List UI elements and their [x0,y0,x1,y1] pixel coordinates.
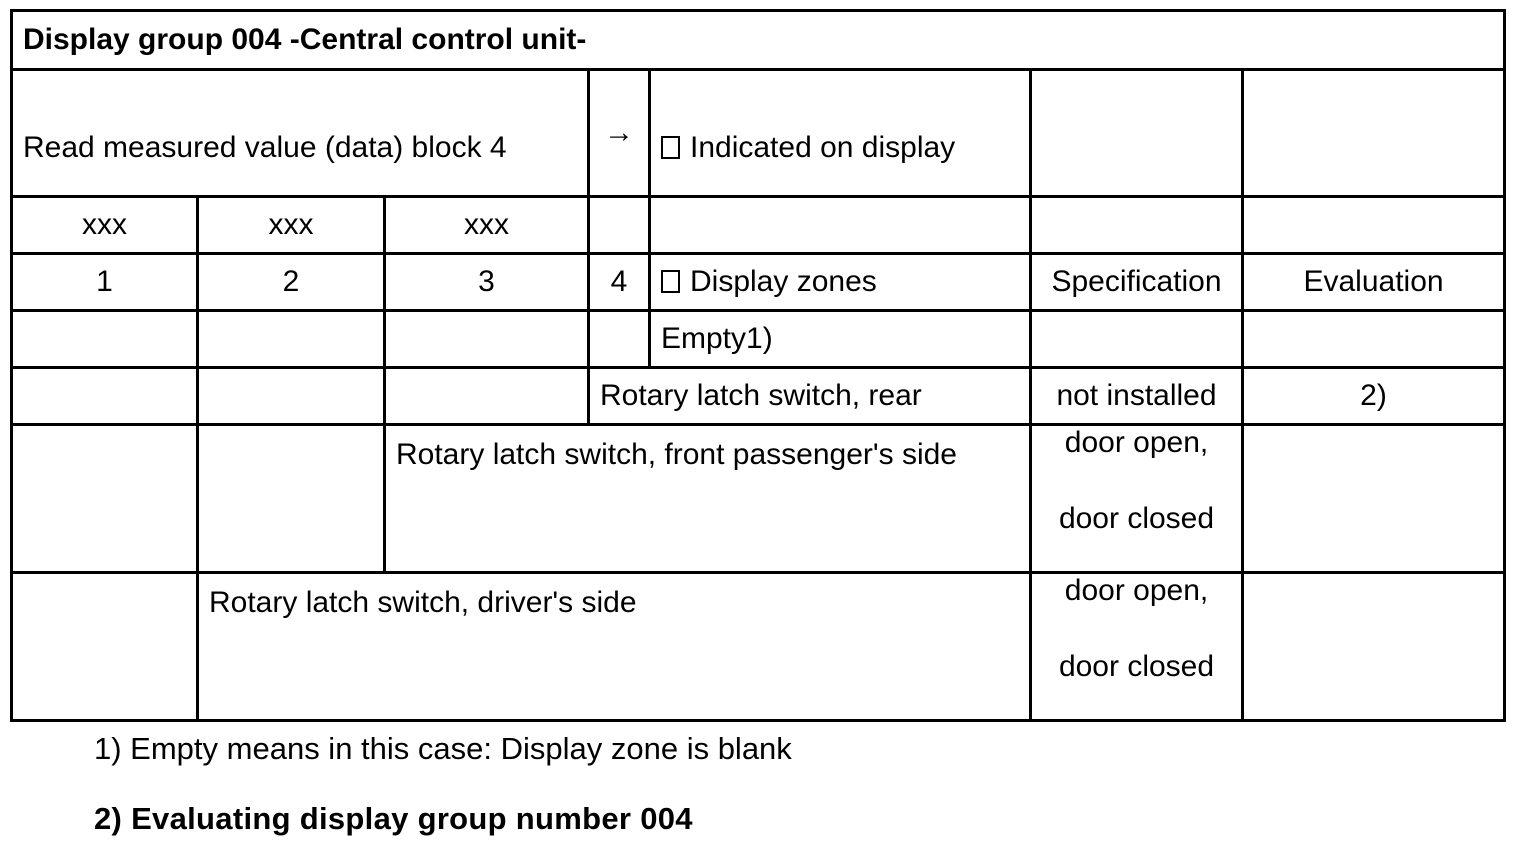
specification-line: door open, [1064,426,1209,459]
specification-value [1031,425,1243,573]
empty-cell [589,311,650,368]
indicated-on-display-label: Indicated on display [690,131,956,164]
empty-cell [1031,197,1243,254]
zone-number: 2 [198,254,385,311]
row-label: Rotary latch switch, driver's side [198,573,1031,721]
field-placeholder: xxx [12,197,198,254]
specification-line: door closed [1058,502,1215,535]
arrow-icon: → [589,70,650,197]
table-title-row [12,11,1505,70]
footnote: 2) Evaluating display group number 004 [94,801,693,836]
empty-cell [1243,573,1505,721]
evaluation-value: 2) [1243,368,1505,425]
empty-cell [385,368,589,425]
specification-line: door closed [1058,650,1215,683]
specification-line: door open, [1064,574,1209,607]
checkbox-square-icon [661,136,680,159]
table-title: Display group 004 -Central control unit- [12,11,1505,70]
display-zones-header [650,254,1031,311]
field-placeholder: xxx [198,197,385,254]
empty-cell [1243,311,1505,368]
table-row [12,311,1505,368]
empty-cell [1243,197,1505,254]
display-zones-label: Display zones [690,265,877,298]
header-row [12,254,1505,311]
zone-number: 1 [12,254,198,311]
empty-cell [12,368,198,425]
table-row [12,425,1505,573]
empty-cell [12,311,198,368]
empty-cell [385,311,589,368]
empty-cell [198,425,385,573]
empty-cell [12,425,198,573]
zone-number: 3 [385,254,589,311]
fields-row [12,197,1505,254]
checkbox-square-icon [661,270,680,293]
zone-number: 4 [589,254,650,311]
empty-cell [1031,70,1243,197]
indicated-on-display-cell [650,70,1031,197]
row-label: Rotary latch switch, front passenger's side [385,425,1031,573]
empty-cell [650,197,1031,254]
read-block-label: Read measured value (data) block 4 [12,70,589,197]
empty-cell [1031,311,1243,368]
table-row [12,573,1505,721]
specification-value: not installed [1031,368,1243,425]
specification-value [1031,573,1243,721]
read-block-row [12,70,1505,197]
row-label: Rotary latch switch, rear [589,368,1031,425]
empty-cell [198,311,385,368]
specification-header: Specification [1031,254,1243,311]
empty-cell [589,197,650,254]
field-placeholder: xxx [385,197,589,254]
empty-cell [1243,70,1505,197]
evaluation-header: Evaluation [1243,254,1505,311]
footnote: 1) Empty means in this case: Display zone is blank [94,731,792,766]
table-row [12,368,1505,425]
empty-cell [198,368,385,425]
row-label: Empty1) [650,311,1031,368]
display-group-table [10,9,1506,722]
empty-cell [1243,425,1505,573]
empty-cell [12,573,198,721]
